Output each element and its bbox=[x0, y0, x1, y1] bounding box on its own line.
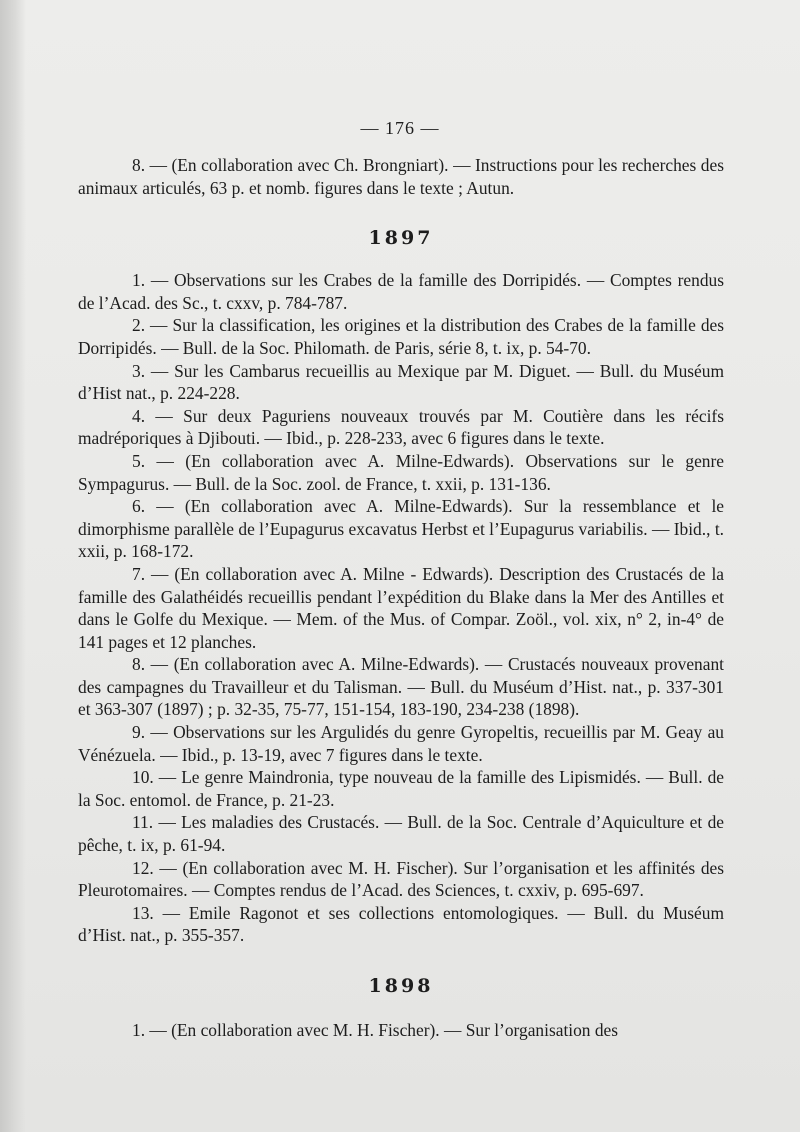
entry-1897-12: 12. — (En collaboration avec M. H. Fischer). Sur l’organisation et les affinités des Pleurotomaires. — Comptes rendus de l’Acad. des Sciences, t. cxxiv, p. 695-697. bbox=[78, 857, 724, 901]
entry-1897-1: 1. — Observations sur les Crabes de la famille des Dorripidés. — Comptes rendus de l’Acad. des Sc., t. cxxv, p. 784-787. bbox=[78, 270, 724, 313]
entry-1897-5: 5. — (En collaboration avec A. Milne-Edwards). Observations sur le genre Sympagurus. — Bull. de la Soc. zool. de France, t. xxii, p. 131-136. bbox=[78, 450, 724, 494]
entry-1897-9: 9. — Observations sur les Argulidés du genre Gyropeltis, recueillis par M. Geay au Vénézuela. — Ibid., p. 13-19, avec 7 figures dans le texte. bbox=[78, 722, 724, 765]
entry-1897-11: 11. — Les maladies des Crustacés. — Bull. de la Soc. Centrale d’Aquiculture et de pêche, t. ix, p. 61-94. bbox=[78, 812, 724, 856]
entry-1897-13: 13. — Emile Ragonot et ses collections entomologiques. — Bull. du Muséum d’Hist. nat., p. 355-357. bbox=[78, 902, 724, 946]
year-heading-1897: 1897 bbox=[368, 227, 434, 250]
bibliography-content bbox=[78, 154, 724, 1042]
entry-1898-1: 1. — (En collaboration avec M. H. Fischer). — Sur l’organisation des bbox=[132, 1020, 619, 1040]
page-number: — 176 — bbox=[360, 118, 440, 138]
page-gutter-shadow bbox=[0, 0, 26, 1132]
entry-1897-4: 4. — Sur deux Paguriens nouveaux trouvés par M. Coutière dans les récifs madréporiques à Djibouti. — Ibid., p. 228-233, avec 6 figures dans le texte. bbox=[78, 405, 724, 449]
year-heading-1898: 1898 bbox=[368, 975, 434, 997]
entry-1897-3: 3. — Sur les Cambarus recueillis au Mexique par M. Diguet. — Bull. du Muséum d’Hist nat., p. 224-228. bbox=[78, 360, 724, 404]
entry-1897-8: 8. — (En collaboration avec A. Milne-Edwards). — Crustacés nouveaux provenant des campagnes du Travailleur et du Talisman. — Bull. du Muséum d’Hist. nat., p. 337-301 et 363-307 (1897) ; p. 32-35, 75-77, 151-154, 183-190, 234-238 (1898). bbox=[78, 654, 724, 720]
entry-1897-2: 2. — Sur la classification, les origines et la distribution des Crabes de la famille des Dorripidés. — Bull. de la Soc. Philomath. de Paris, série 8, t. ix, p. 54-70. bbox=[78, 315, 724, 358]
entry-1897-6: 6. — (En collaboration avec A. Milne-Edwards). Sur la ressemblance et le dimorphisme parallèle de l’Eupagurus excavatus Herbst et l’Eupagurus variabilis. — Ibid., t. xxii, p. 168-172. bbox=[78, 496, 724, 562]
entry-preceding-8: 8. — (En collaboration avec Ch. Brongniart). — Instructions pour les recherches des animaux articulés, 63 p. et nomb. figures dans le texte ; Autun. bbox=[78, 155, 724, 198]
entry-1897-10: 10. — Le genre Maindronia, type nouveau de la famille des Lipismidés. — Bull. de la Soc. entomol. de France, p. 21-23. bbox=[78, 767, 724, 810]
entry-1897-7: 7. — (En collaboration avec A. Milne - Edwards). Description des Crustacés de la famille des Galathéidés recueillis pendant l’expédition du Blake dans la Mer des Antilles et dans le Golfe du Mexique. — Mem. of the Mus. of Compar. Zoöl., vol. xix, n° 2, in-4° de 141 pages et 12 planches. bbox=[78, 563, 724, 652]
